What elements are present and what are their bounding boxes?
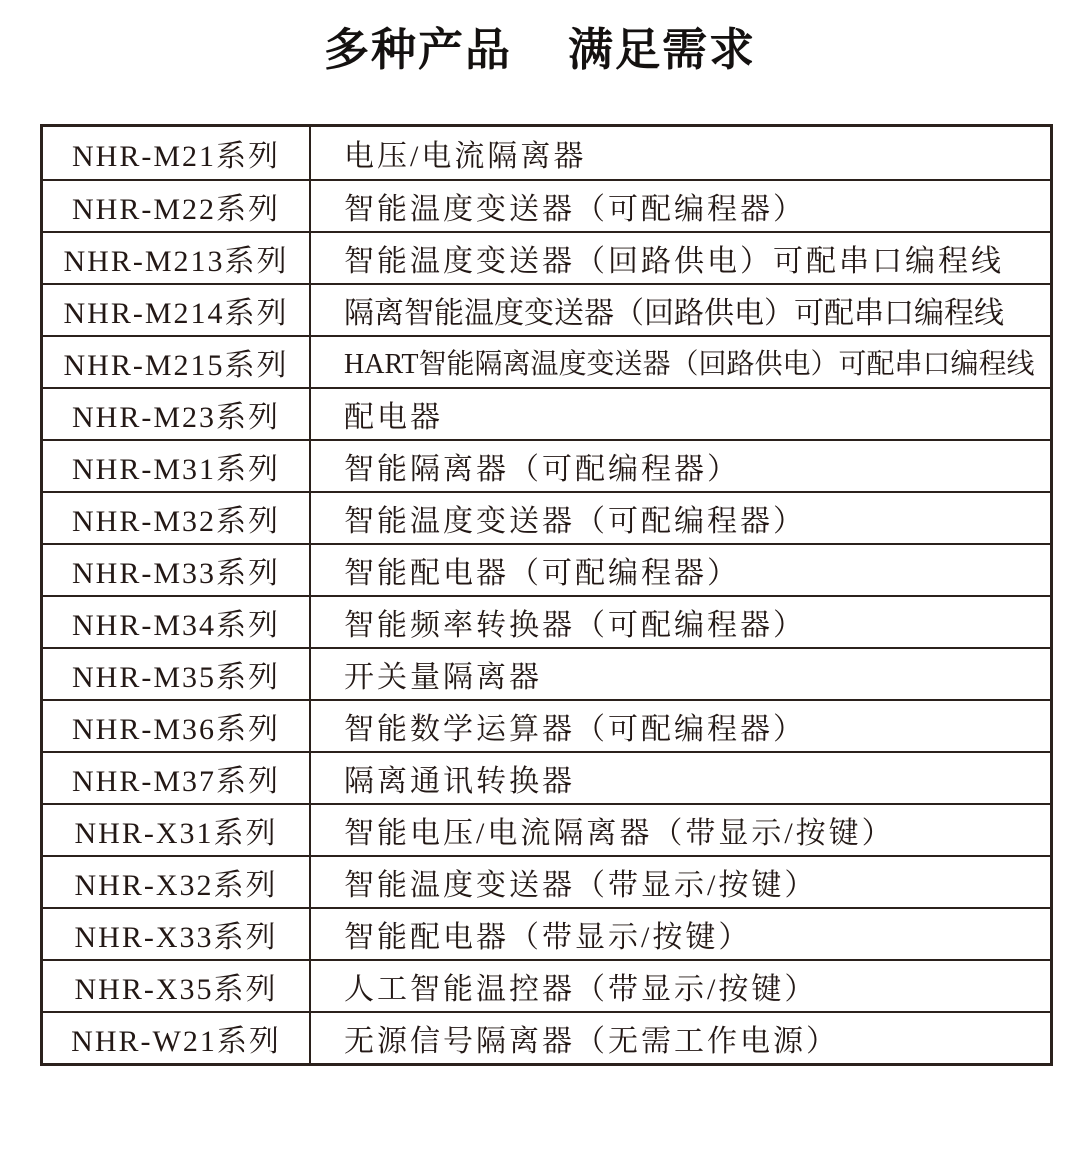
description-text: 智能隔离器（可配编程器） [344,453,740,486]
description-text: 无源信号隔离器（无需工作电源） [344,1025,839,1058]
table-row [43,127,1050,179]
series-cell: NHR-M32系列 [43,493,311,543]
table-row [43,855,1050,907]
description-text: 隔离通讯转换器 [344,765,575,798]
series-cell: NHR-X31系列 [43,805,311,855]
description-cell [311,545,1050,595]
table-row [43,751,1050,803]
series-cell: NHR-M33系列 [43,545,311,595]
description-text: 电压/电流隔离器 [344,140,587,173]
series-cell: NHR-M35系列 [43,649,311,699]
series-cell: NHR-M34系列 [43,597,311,647]
series-cell: NHR-M36系列 [43,701,311,751]
description-cell [311,285,1050,335]
series-cell: NHR-M215系列 [43,337,311,387]
description-cell [311,233,1050,283]
series-cell: NHR-W21系列 [43,1013,311,1063]
table-row [43,491,1050,543]
table-row [43,283,1050,335]
series-cell: NHR-M37系列 [43,753,311,803]
description-cell [311,857,1050,907]
description-cell [311,701,1050,751]
series-cell: NHR-M214系列 [43,285,311,335]
description-cell [311,597,1050,647]
description-text: 智能配电器（带显示/按键） [344,921,752,954]
description-cell [311,1013,1050,1063]
series-cell: NHR-M22系列 [43,181,311,231]
table-row [43,387,1050,439]
series-cell: NHR-M21系列 [43,127,311,179]
table-row [43,543,1050,595]
table-row [43,595,1050,647]
description-cell [311,961,1050,1011]
description-text: 智能电压/电流隔离器（带显示/按键） [344,817,895,850]
description-cell [311,127,1050,179]
description-cell [311,441,1050,491]
product-table [40,124,1053,1066]
table-row [43,179,1050,231]
description-text: 智能温度变送器（可配编程器） [344,505,806,538]
series-cell: NHR-M213系列 [43,233,311,283]
table-row [43,907,1050,959]
description-text: 开关量隔离器 [344,661,542,694]
description-text: 智能频率转换器（可配编程器） [344,609,806,642]
table-row [43,647,1050,699]
description-text: 智能数学运算器（可配编程器） [344,713,806,746]
page-title-right: 满足需求 [568,24,757,75]
description-cell [311,909,1050,959]
description-text: 隔离智能温度变送器（回路供电）可配串口编程线 [344,297,1004,330]
description-cell [311,337,1050,387]
series-cell: NHR-X32系列 [43,857,311,907]
series-cell: NHR-X33系列 [43,909,311,959]
description-text: 智能配电器（可配编程器） [344,557,740,590]
description-text: 智能温度变送器（回路供电）可配串口编程线 [344,245,1004,278]
series-cell: NHR-M31系列 [43,441,311,491]
description-text: 人工智能温控器（带显示/按键） [344,973,818,1006]
description-cell [311,181,1050,231]
series-cell: NHR-X35系列 [43,961,311,1011]
table-row [43,959,1050,1011]
table-row [43,699,1050,751]
table-row [43,803,1050,855]
description-text: 配电器 [344,401,443,434]
description-cell [311,753,1050,803]
description-cell [311,805,1050,855]
table-row [43,1011,1050,1063]
description-text: 智能温度变送器（可配编程器） [344,193,806,226]
table-row [43,439,1050,491]
table-row [43,335,1050,387]
page-title-left: 多种产品 [323,24,512,75]
table-row [43,231,1050,283]
description-cell [311,389,1050,439]
description-text: 智能温度变送器（带显示/按键） [344,869,818,902]
series-cell: NHR-M23系列 [43,389,311,439]
page-title [0,0,1080,76]
description-cell [311,493,1050,543]
description-cell [311,649,1050,699]
description-text: HART智能隔离温度变送器（回路供电）可配串口编程线 [344,349,1035,380]
